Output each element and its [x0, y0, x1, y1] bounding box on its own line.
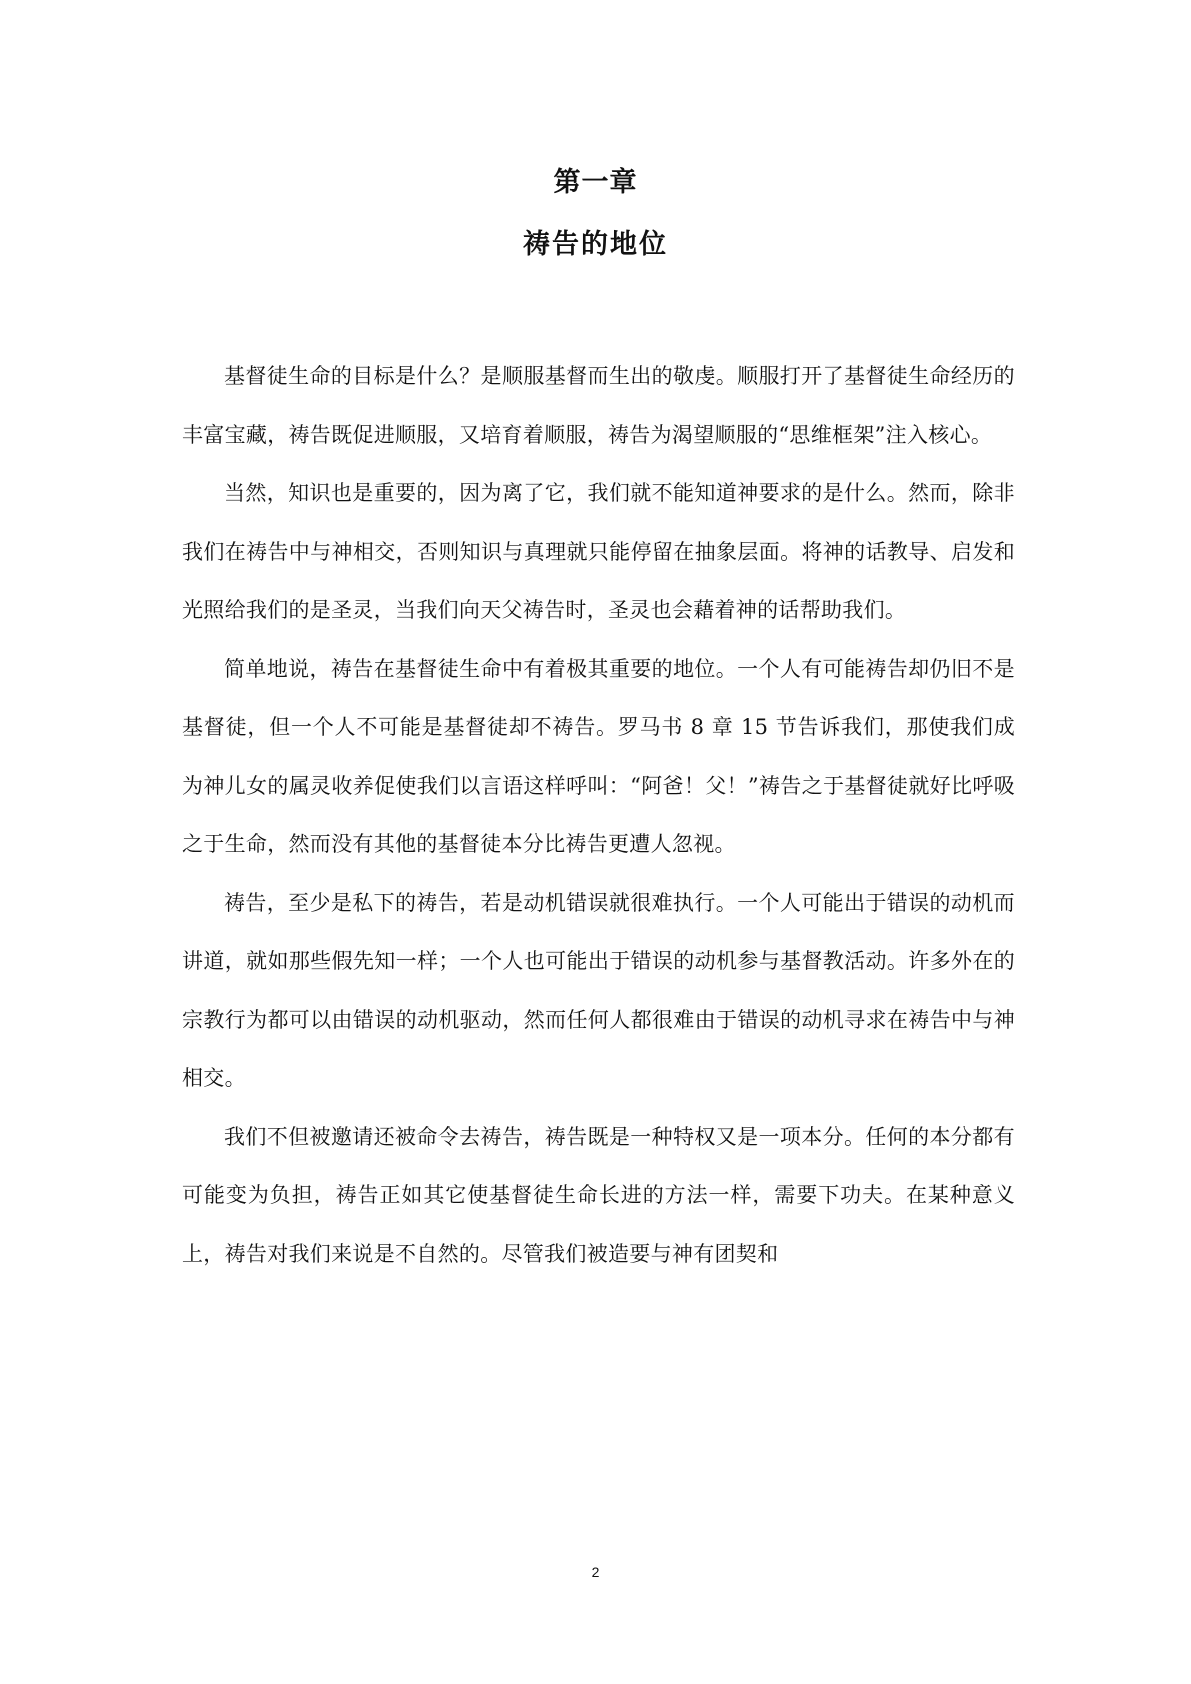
- paragraph: 祷告，至少是私下的祷告，若是动机错误就很难执行。一个人可能出于错误的动机而讲道，就如那些假先知一样；一个人也可能出于错误的动机参与基督教活动。许多外在的宗教行为都可以由错误的动机驱动，然而任何人都很难由于错误的动机寻求在祷告中与神相交。: [182, 890, 1015, 1090]
- paragraph: 简单地说，祷告在基督徒生命中有着极其重要的地位。一个人有可能祷告却仍旧不是基督徒，但一个人不可能是基督徒却不祷告。罗马书 8 章 15 节告诉我们，那使我们成为神儿女的属灵收养促使我们以言语这样呼叫：“阿爸！父！”祷告之于基督徒就好比呼吸之于生命，然而没有其他的基督徒本分比祷告更遭人忽视。: [182, 656, 1015, 856]
- chapter-title: 祷告的地位: [523, 229, 668, 260]
- paragraph: 基督徒生命的目标是什么？是顺服基督而生出的敬虔。顺服打开了基督徒生命经历的丰富宝藏，祷告既促进顺服，又培育着顺服，祷告为渴望顺服的“思维框架”注入核心。: [182, 364, 1015, 447]
- page-number: 2: [591, 1564, 600, 1580]
- chapter-number: 第一章: [553, 167, 638, 198]
- body-text: [182, 347, 1015, 1283]
- paragraph: 我们不但被邀请还被命令去祷告，祷告既是一种特权又是一项本分。任何的本分都有可能变为负担，祷告正如其它使基督徒生命长进的方法一样，需要下功夫。在某种意义上，祷告对我们来说是不自然的。尽管我们被造要与神有团契和: [182, 1124, 1015, 1266]
- paragraph: 当然，知识也是重要的，因为离了它，我们就不能知道神要求的是什么。然而，除非我们在祷告中与神相交，否则知识与真理就只能停留在抽象层面。将神的话教导、启发和光照给我们的是圣灵，当我们向天父祷告时，圣灵也会藉着神的话帮助我们。: [182, 481, 1015, 622]
